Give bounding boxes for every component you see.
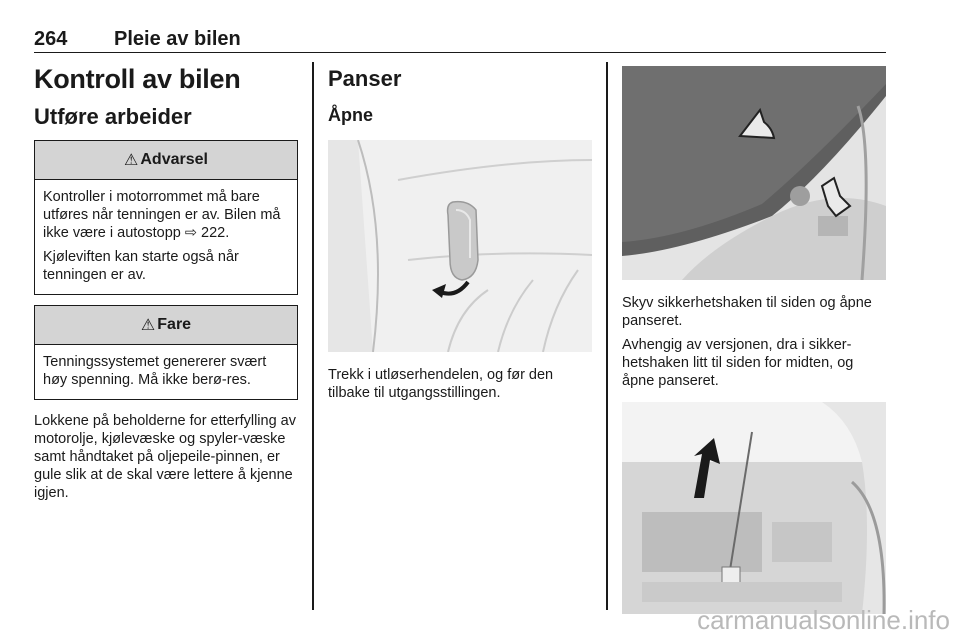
column-divider-1 (312, 62, 314, 610)
warning-paragraph-2: Kjøleviften kan starte også når tenningen er av. (43, 249, 239, 283)
right-column (622, 62, 886, 614)
right-paragraph-1: Skyv sikkerhetshaken til siden og åpne panseret. (622, 295, 872, 329)
warning-box-body (35, 180, 297, 294)
danger-box (34, 305, 298, 400)
warning-label: Advarsel (140, 151, 208, 168)
warning-text-end: . (225, 225, 230, 241)
running-title: Pleie av bilen (114, 28, 241, 50)
column-divider-2 (606, 62, 608, 610)
release-lever-drawing (328, 140, 592, 352)
danger-box-header (35, 306, 297, 345)
watermark: carmanualsonline.info (697, 605, 950, 635)
warning-triangle-icon: ⚠ (124, 152, 139, 169)
subsection-heading: Utføre arbeider (34, 104, 192, 129)
safety-catch-illustration (622, 66, 886, 280)
release-lever-illustration (328, 140, 592, 352)
open-hood-drawing (622, 402, 886, 614)
warning-paragraph-1 (43, 188, 289, 242)
left-column (34, 62, 298, 508)
page-reference[interactable]: 222 (201, 225, 226, 241)
danger-label: Fare (157, 316, 192, 333)
section-heading-panser: Panser (328, 66, 402, 91)
warning-box-header (35, 141, 297, 180)
body-paragraph: Lokkene på beholderne for etterfylling av motorolje, kjølevæske og spyler-væske samt håndtaket på oljepeile-pinnen, er gule slik at de skal være lettere å kjenne igjen. (34, 413, 296, 501)
danger-paragraph: Tenningssystemet genererer svært høy spenning. Må ikke berø-res. (43, 354, 267, 388)
section-heading: Kontroll av bilen (34, 64, 241, 94)
warning-box (34, 140, 298, 295)
page-reference-icon: ⇨ (184, 225, 198, 241)
danger-box-body (35, 345, 297, 399)
safety-catch-drawing (622, 66, 886, 280)
open-hood-illustration (622, 402, 886, 614)
right-paragraph-2: Avhengig av versjonen, dra i sikker-hetshaken litt til siden for midten, og åpne panseret. (622, 337, 854, 389)
release-instruction: Trekk i utløserhendelen, og før den tilbake til utgangsstillingen. (328, 367, 554, 401)
warning-text: Kontroller i motorrommet må bare utføres når tenningen er av. Bilen må ikke være i autostopp (43, 189, 281, 241)
subsection-heading-open: Åpne (328, 105, 373, 125)
page-header (34, 28, 886, 53)
middle-column (328, 62, 592, 408)
page-number: 264 (34, 28, 68, 50)
warning-triangle-icon: ⚠ (140, 317, 156, 334)
